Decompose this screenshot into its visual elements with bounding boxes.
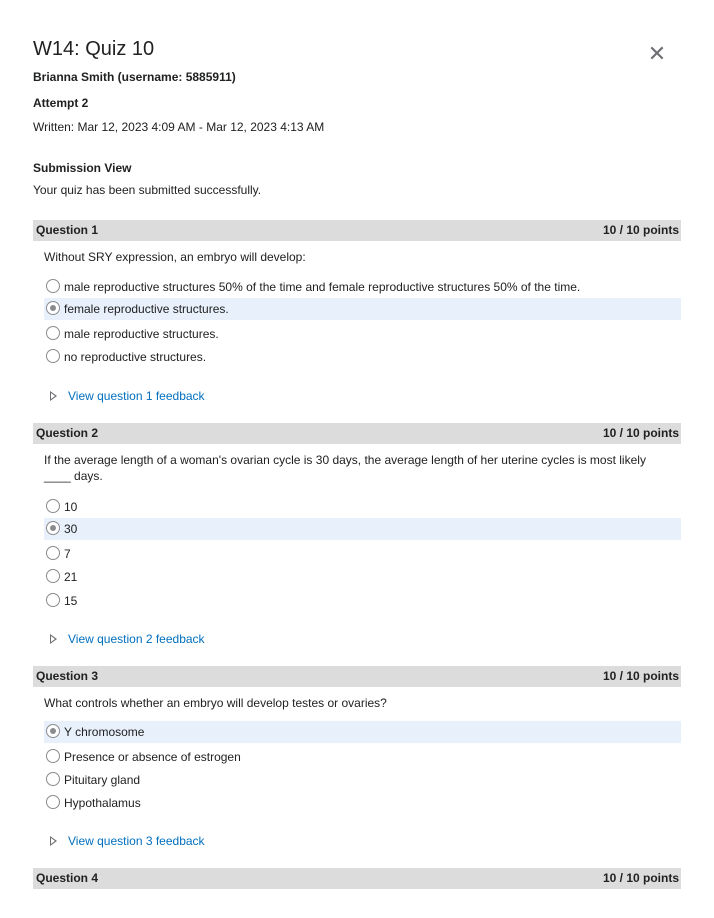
question-1-option-1[interactable] [44, 276, 681, 298]
question-number: Question 4 [36, 871, 99, 885]
question-1-text: Without SRY expression, an embryo will develop: [44, 250, 306, 264]
option-label: 7 [64, 547, 71, 561]
submission-view-title: Submission View [33, 161, 132, 175]
expand-triangle-icon [50, 391, 57, 401]
feedback-link[interactable]: View question 1 feedback [68, 389, 205, 403]
radio-button[interactable] [46, 795, 60, 809]
question-3-option-4[interactable] [44, 792, 681, 814]
question-1-option-2[interactable] [44, 298, 681, 320]
question-2-text: If the average length of a woman's ovarian cycle is 30 days, the average length of her uterine cycles is most likely ____ days. [44, 453, 646, 483]
option-label: 21 [64, 570, 78, 584]
question-2-option-4[interactable] [44, 566, 681, 588]
radio-button-checked[interactable] [46, 724, 60, 738]
question-2-header [33, 423, 681, 444]
radio-button-checked[interactable] [46, 301, 60, 315]
question-points: 10 / 10 points [602, 223, 679, 237]
option-label: 10 [64, 500, 78, 514]
question-4-header [33, 868, 681, 889]
option-label: Y chromosome [64, 725, 145, 739]
radio-button[interactable] [46, 349, 60, 363]
question-2-option-1[interactable] [44, 496, 681, 518]
question-2-option-5[interactable] [44, 590, 681, 612]
question-points: 10 / 10 points [602, 871, 679, 885]
option-label: female reproductive structures. [64, 302, 229, 316]
radio-button[interactable] [46, 499, 60, 513]
question-3-option-2[interactable] [44, 746, 681, 768]
feedback-link[interactable]: View question 3 feedback [68, 834, 205, 848]
option-label: 15 [64, 594, 78, 608]
radio-button[interactable] [46, 749, 60, 763]
radio-button-checked[interactable] [46, 521, 60, 535]
option-label: Hypothalamus [64, 796, 141, 810]
option-label: 30 [64, 522, 78, 536]
radio-button[interactable] [46, 279, 60, 293]
question-3-option-1[interactable] [44, 721, 681, 743]
written-timestamp: Written: Mar 12, 2023 4:09 AM - Mar 12, 2023 4:13 AM [33, 120, 325, 134]
question-1-option-4[interactable] [44, 346, 681, 368]
question-3-text: What controls whether an embryo will develop testes or ovaries? [44, 696, 387, 710]
radio-button[interactable] [46, 546, 60, 560]
question-points: 10 / 10 points [602, 426, 679, 440]
user-name: Brianna Smith (username: 5885911) [33, 70, 236, 84]
question-1-option-3[interactable] [44, 323, 681, 345]
close-icon[interactable]: ✕ [647, 41, 667, 66]
option-label: Pituitary gland [64, 773, 141, 787]
submission-message: Your quiz has been submitted successfully. [33, 183, 262, 197]
question-number: Question 3 [36, 669, 99, 683]
question-3-header [33, 666, 681, 687]
radio-button[interactable] [46, 593, 60, 607]
page-title: W14: Quiz 10 [33, 38, 155, 60]
question-points: 10 / 10 points [602, 669, 679, 683]
option-label: no reproductive structures. [64, 350, 207, 364]
radio-button[interactable] [46, 569, 60, 583]
question-1-header [33, 220, 681, 241]
radio-button[interactable] [46, 326, 60, 340]
option-label: male reproductive structures 50% of the time and female reproductive structures 50% of the time. [64, 280, 581, 294]
expand-triangle-icon [50, 836, 57, 846]
option-label: male reproductive structures. [64, 327, 219, 341]
radio-button[interactable] [46, 772, 60, 786]
question-number: Question 2 [36, 426, 99, 440]
attempt-label: Attempt 2 [33, 96, 89, 110]
question-number: Question 1 [36, 223, 99, 237]
option-label: Presence or absence of estrogen [64, 750, 241, 764]
question-3-option-3[interactable] [44, 769, 681, 791]
expand-triangle-icon [50, 634, 57, 644]
question-2-option-2[interactable] [44, 518, 681, 540]
question-2-option-3[interactable] [44, 543, 681, 565]
feedback-link[interactable]: View question 2 feedback [68, 632, 205, 646]
